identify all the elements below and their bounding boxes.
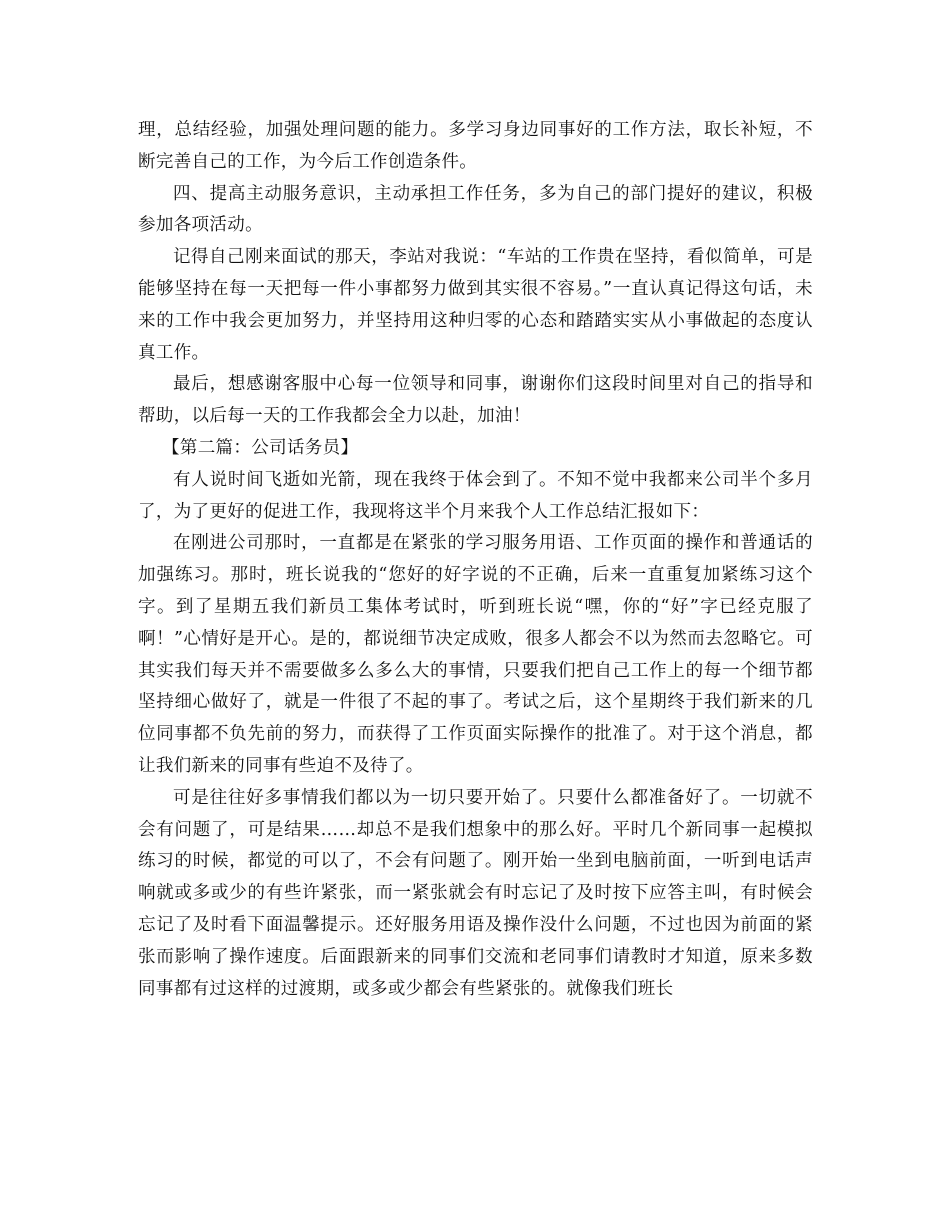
paragraph-thanks: 最后，想感谢客服中心每一位领导和同事，谢谢你们这段时间里对自己的指导和帮助，以后每一天的工作我都会全力以赴，加油！ <box>138 374 813 427</box>
paragraph-interview-memory: 记得自己刚来面试的那天，李站对我说：“车站的工作贵在坚持，看似简单，可是能够坚持在每一天把每一件小事都努力做到其实很不容易。”一直认真记得这句话，未来的工作中我会更加努力，并坚持用这种归零的心态和踏踏实实从小事做起的态度认真工作。 <box>138 247 813 363</box>
paragraph-first-calls: 可是往往好多事情我们都以为一切只要开始了。只要什么都准备好了。一切就不会有问题了，可是结果……却总不是我们想象中的那么好。平时几个新同事一起模拟练习的时候，都觉的可以了，不会有问题了。刚开始一坐到电脑前面，一听到电话声响就或多或少的有些许紧张，而一紧张就会有时忘记了及时按下应答主叫，有时候会忘记了及时看下面温馨提示。还好服务用语及操作没什么问题，不过也因为前面的紧张而影响了操作速度。后面跟新来的同事们交流和老同事们请教时才知道，原来多数同事都有过这样的过渡期，或多或少都会有些紧张的。就像我们班长 <box>138 787 813 999</box>
paragraph-intro: 有人说时间飞逝如光箭，现在我终于体会到了。不知不觉中我都来公司半个多月了，为了更好的促进工作，我现将这半个月来我个人工作总结汇报如下： <box>138 469 813 522</box>
section-heading: 【第二篇：公司话务员】 <box>162 437 359 458</box>
paragraph-continuation: 理，总结经验，加强处理问题的能力。多学习身边同事好的工作方法，取长补短，不断完善自己的工作，为今后工作创造条件。 <box>138 120 813 172</box>
paragraph-service-awareness: 四、提高主动服务意识，主动承担工作任务，多为自己的部门提好的建议，积极参加各项活动。 <box>138 183 813 236</box>
document-body <box>138 115 813 1005</box>
paragraph-training: 在刚进公司那时，一直都是在紧张的学习服务用语、工作页面的操作和普通话的加强练习。那时，班长说我的“您好的好字说的不正确，后来一直重复加紧练习这个字。到了星期五我们新员工集体考试时，听到班长说“嘿，你的“好”字已经克服了啊！”心情好是开心。是的，都说细节决定成败，很多人都会不以为然而去忽略它。可其实我们每天并不需要做多么多么大的事情，只要我们把自己工作上的每一个细节都坚持细心做好了，就是一件很了不起的事了。考试之后，这个星期终于我们新来的几位同事都不负先前的努力，而获得了工作页面实际操作的批准了。对于这个消息，都让我们新来的同事有些迫不及待了。 <box>138 533 813 776</box>
